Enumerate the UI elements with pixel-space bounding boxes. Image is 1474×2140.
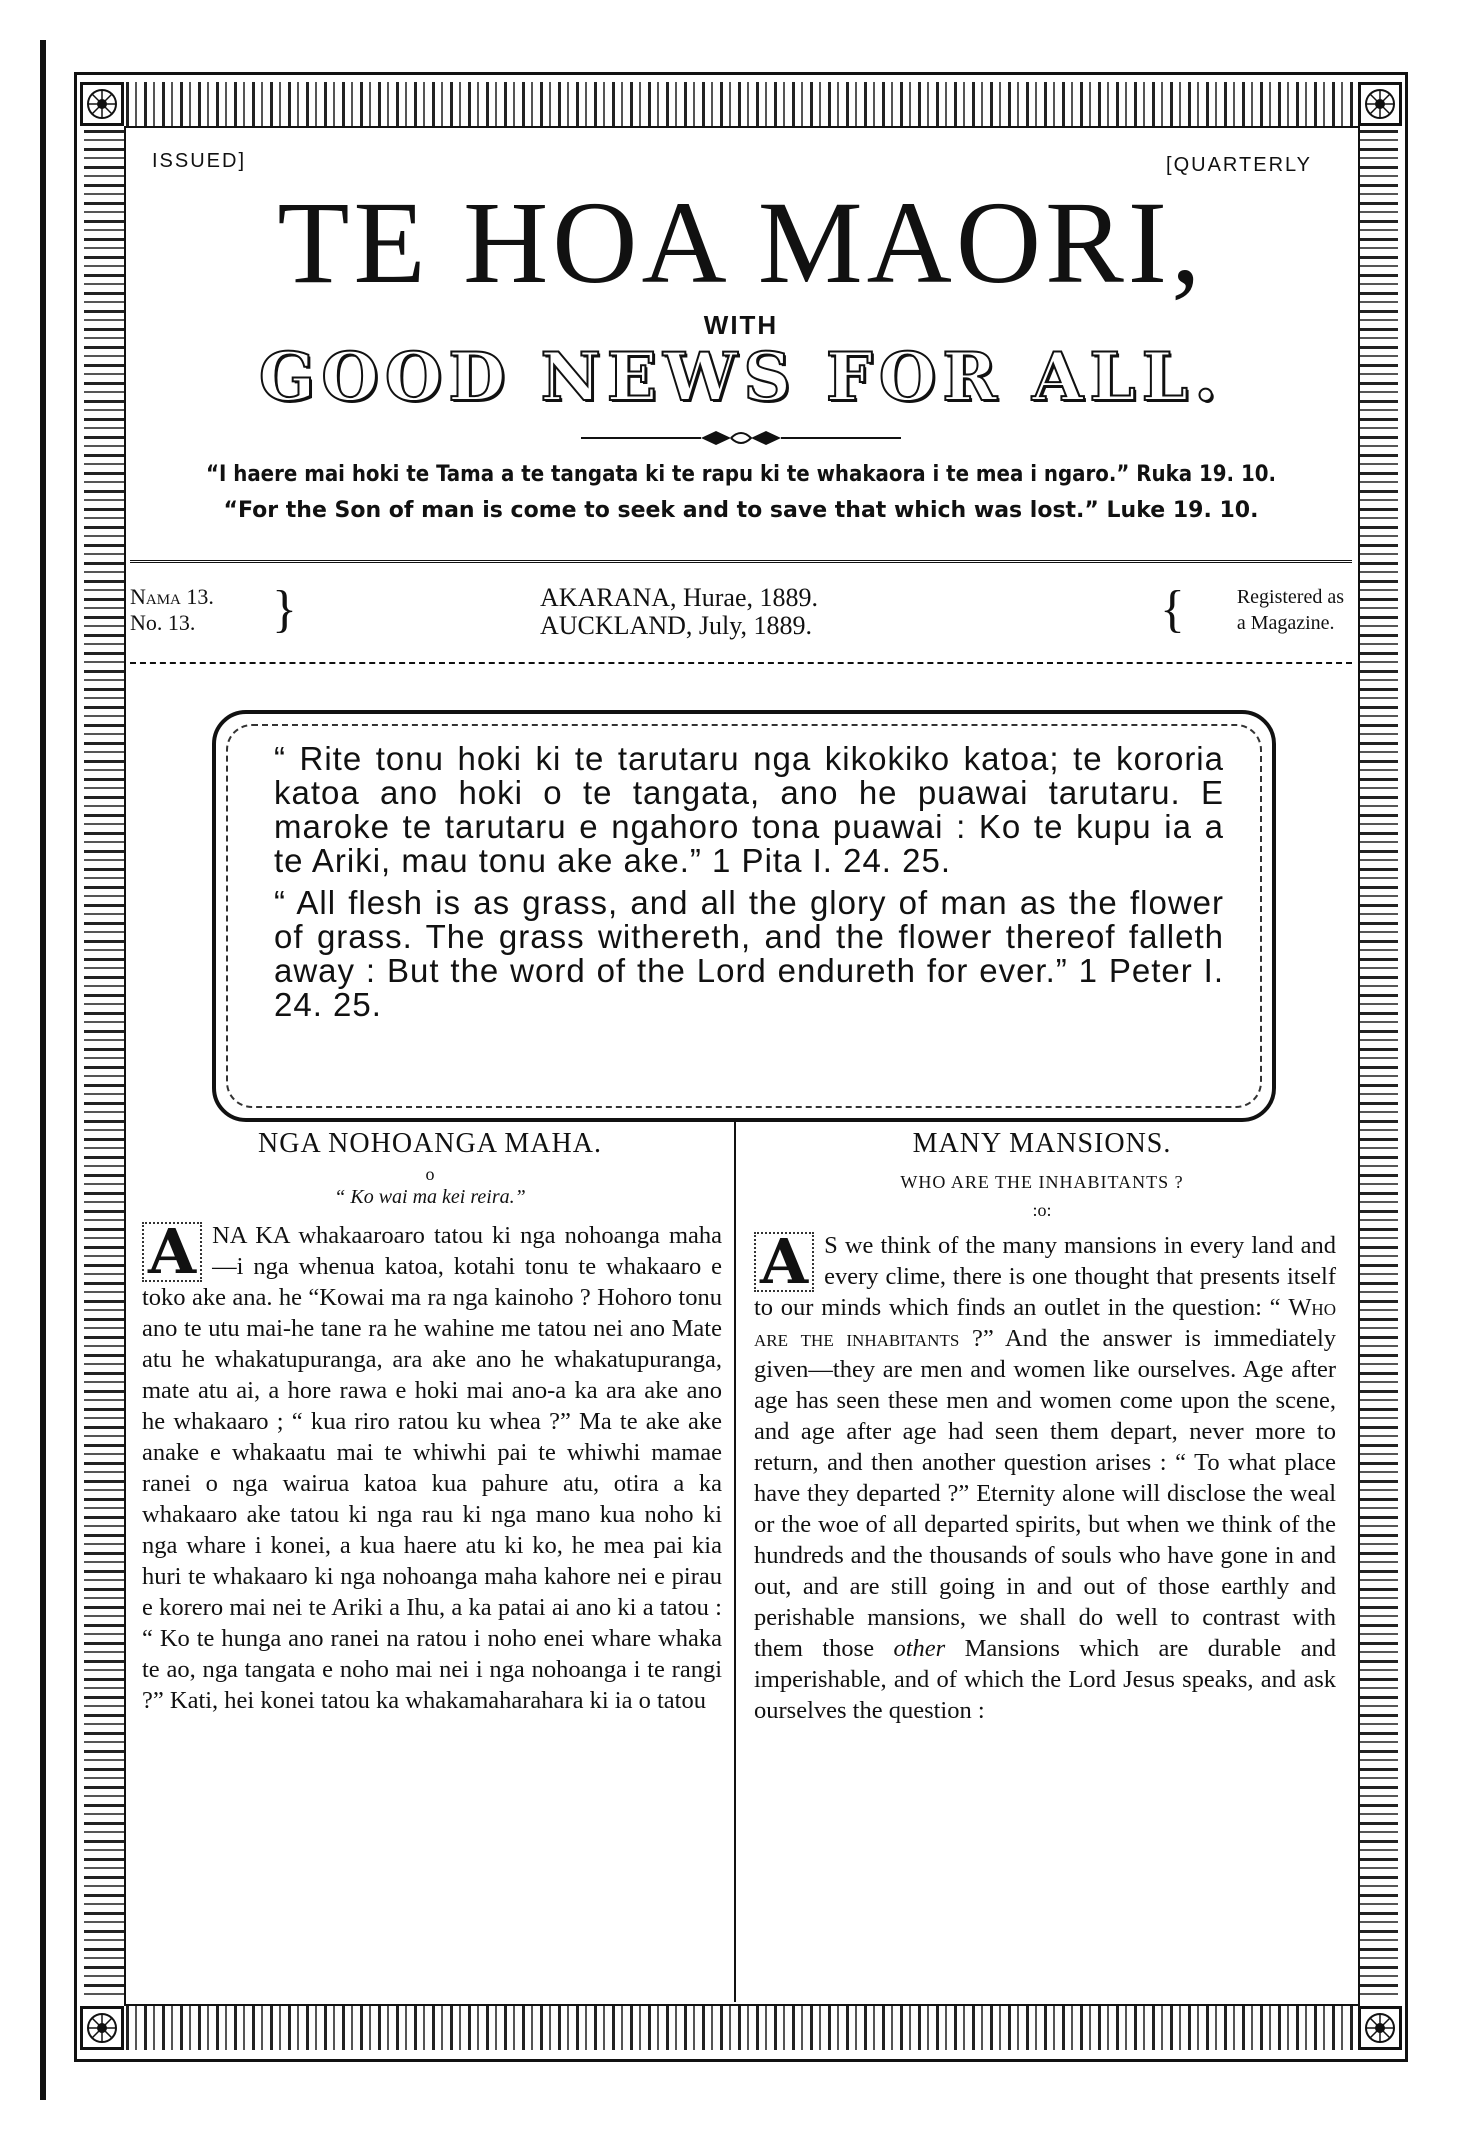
issue-number-english: No. 13. xyxy=(130,610,196,635)
frame-band-right xyxy=(1358,130,1398,2002)
masthead-subtitle: GOOD NEWS FOR ALL. xyxy=(258,338,1224,416)
issue-dateline xyxy=(540,584,818,640)
article-text-smallcaps: Who are the inhabitants xyxy=(754,1294,1336,1352)
frame-band-top xyxy=(126,82,1356,126)
article-text: Mansions which are durable and imperishable, and of which the Lord Jesus speaks, and ask ourselves the question : xyxy=(754,1635,1336,1724)
registration-line-2: a Magazine. xyxy=(1236,612,1335,634)
dateline-maori: AKARANA, Hurae, 1889. xyxy=(540,583,819,612)
article-body-maori xyxy=(142,1215,723,1716)
registration-line-1: Registered as xyxy=(1236,586,1344,608)
divider-rule xyxy=(130,560,1352,563)
issue-number xyxy=(130,584,214,636)
article-text: ?” And the answer is immediately given—they are men and women like ourselves. Age after age has seen these men and women come upon the scene, and age after age had seen them depart, never more to return, and then another question arises : “ To what place have they departed ?” Eternity alone will disclose the weal or the woe of all departed spirits, but when we think of the hundreds and the thousands of souls who have gone in and out, and are still going in and out of those earthly and perishable mansions, we shall do well to contrast with them those xyxy=(754,1325,1337,1662)
drop-capital: A xyxy=(754,1232,814,1292)
epigraph-english: “For the Son of man is come to seek and to save that which was lost.” Luke 19. 10. xyxy=(223,498,1259,523)
article-text-italic: other xyxy=(893,1635,946,1662)
article-ornament: :o: xyxy=(1032,1200,1052,1220)
article-epigraph: “ Ko wai ma kei reira.” xyxy=(334,1186,526,1208)
article-ornament: o xyxy=(425,1164,435,1184)
brace-glyph: { xyxy=(1160,581,1185,638)
rosette-icon xyxy=(80,2006,124,2050)
page-content xyxy=(130,132,1352,2002)
scripture-text xyxy=(274,742,1224,1030)
article-body-english xyxy=(754,1225,1337,1726)
masthead-title: TE HOA MAORI, xyxy=(277,177,1205,308)
rosette-icon xyxy=(1358,2006,1402,2050)
article-title-english: MANY MANSIONS. xyxy=(912,1128,1172,1159)
masthead-with: WITH xyxy=(703,310,779,340)
frame-band-bottom xyxy=(126,2006,1356,2050)
dateline-english: AUCKLAND, July, 1889. xyxy=(540,611,813,640)
scripture-english: “ All flesh is as grass, and all the glory of man as the flower of grass. The grass withereth, and the flower thereof falleth away : But the word of the Lord endureth for ever.” 1 Peter I. 24. 25. xyxy=(274,884,1224,1023)
drop-capital: A xyxy=(142,1222,202,1282)
binding-edge xyxy=(40,40,46,2100)
brace-glyph: } xyxy=(272,581,297,638)
registration-note xyxy=(1237,584,1344,636)
article-subtitle: WHO ARE THE INHABITANTS ? xyxy=(900,1172,1184,1192)
article-text: we think of the many mansions in every land and every clime, there is one thought that presents itself to our minds which finds an outlet in the question: “ xyxy=(754,1232,1337,1321)
rosette-icon xyxy=(1358,82,1402,126)
divider-rule xyxy=(130,662,1352,664)
article-text: whakaaroaro tatou ki nga nohoanga maha—i nga whenua katoa, kotahi tonu te whakaaro e toko ake ana. he “Kowai ma ra nga kainoho ? Hohoro tonu ano te utu mai-he tane ra he wahine me tatou nei ano Mate atu he whakatupuranga, ara ake ano he whakatupuranga, mate atu ai, a hore rawa e hoki mai ano-a ka ara ake ano he whakaaro ; “ kua riro ratou ku whea ?” Ma te ake ake anake e whakaatu mai te whiwhi pai te whiwhi mamae ranei o nga wairua katoa kua pahure atu, otira a ka whakaaro ake tatou ki nga rau ki nga mano kua noho ki nga whare i konei, a kua haere atu ki ko, he mea pai kia huri te whakaaro ki nga nohoanga maha kahore nei e pirau e korero mai nei te Ariki a Ihu, a ka patai ai ano ki a tatou : “ Ko te hunga ano ranei na ratou i noho enei whare whaka te ao, nga tangata e noho mai nei i nga nohoanga i te rangi ?” Kati, hei konei tatou ka whakamaharahara ki ia o tatou xyxy=(142,1222,723,1714)
issue-number-maori: Nama 13. xyxy=(130,584,214,609)
frame-band-left xyxy=(84,130,124,2002)
scripture-panel xyxy=(212,710,1276,1122)
article-title-maori: NGA NOHOANGA MAHA. xyxy=(258,1128,602,1159)
column-divider xyxy=(734,1122,736,2002)
epigraph-maori: “I haere mai hoki te Tama a te tangata ki te rapu ki te whakaora i te mea i ngaro.” Ruka 19. 10. xyxy=(205,462,1277,487)
rosette-icon xyxy=(80,82,124,126)
quarterly-label: [QUARTERLY xyxy=(1166,154,1312,176)
article-lead: S xyxy=(824,1232,838,1259)
article-lead: NA KA xyxy=(212,1222,290,1249)
issued-label: ISSUED] xyxy=(152,150,247,172)
ornament-rule-icon xyxy=(581,428,901,448)
scripture-maori: “ Rite tonu hoki ki te tarutaru nga kikokiko katoa; te kororia katoa ano hoki o te tangata, ano he puawai tarutaru. E maroke te tarutaru e ngahoro tona puawai : Ko te kupu ia a te Ariki, mau tonu ake ake.” 1 Pita I. 24. 25. xyxy=(274,740,1224,879)
